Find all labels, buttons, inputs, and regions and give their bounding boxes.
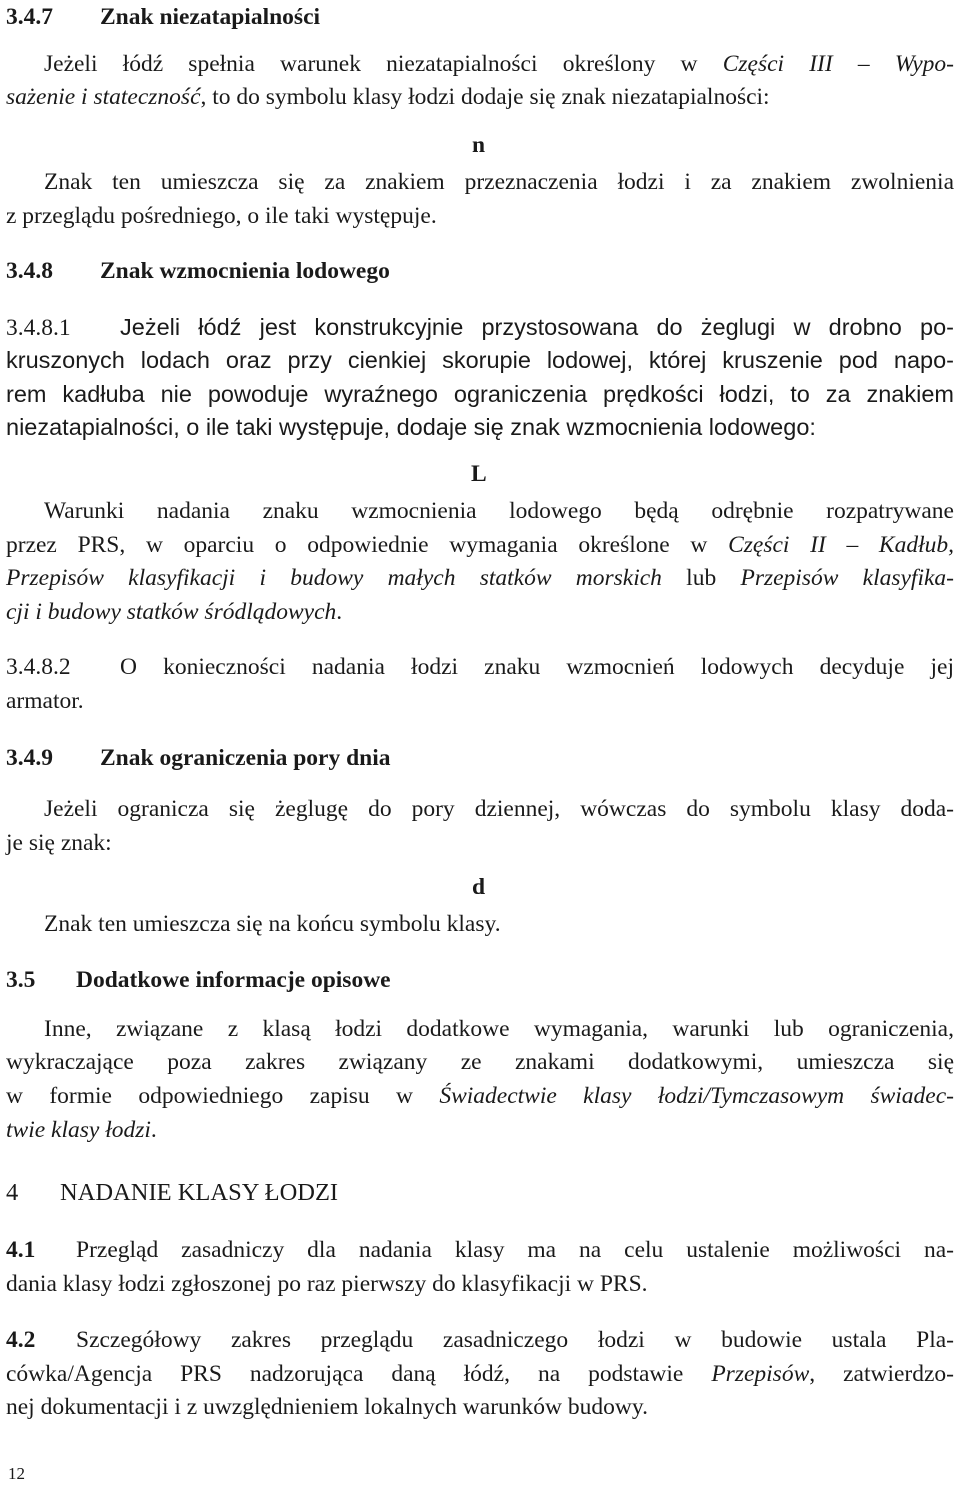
heading-3-5 — [6, 965, 391, 995]
section-number: 3.4.8 — [6, 258, 53, 284]
paragraph-line: dania klasy łodzi zgłoszonej po raz pierwszy do klasyfikacji w PRS. — [6, 1271, 648, 1297]
section-number: 4.2 — [6, 1327, 36, 1353]
section-title: NADANIE KLASY ŁODZI — [60, 1179, 339, 1206]
paragraph-line: armator. — [6, 688, 84, 714]
section-number: 3.5 — [6, 967, 36, 993]
paragraph-line: Jeżeli łódź spełnia warunek niezatapialności określony w Części III – Wypo- — [44, 51, 954, 77]
section-number: 3.4.7 — [6, 4, 53, 30]
heading-3-4-9 — [6, 743, 391, 773]
section-title: Znak wzmocnienia lodowego — [100, 258, 390, 284]
paragraph-line: cówka/Agencja PRS nadzorująca daną łódź, na podstawie Przepisów, zatwierdzo- — [6, 1361, 954, 1387]
paragraph-line: 3.4.8.2 O konieczności nadania łodzi znaku wzmocnień lodowych decyduje jej — [6, 654, 954, 680]
paragraph-line: rem kadłuba nie powoduje wyraźnego ograniczenia prędkości łodzi, to za znakiem — [6, 381, 954, 407]
paragraph-line: sażenie i stateczność, to do symbolu klasy łodzi dodaje się znak niezatapialności: — [6, 84, 770, 110]
class-symbol-n: n — [472, 132, 486, 158]
paragraph-line: cji i budowy statków śródlądowych. — [6, 599, 343, 625]
paragraph-line: w formie odpowiedniego zapisu w Świadectwie klasy łodzi/Tymczasowym świadec- — [6, 1083, 954, 1109]
paragraph-line: 4.2 Szczegółowy zakres przeglądu zasadniczego łodzi w budowie ustala Pla- — [6, 1327, 954, 1353]
paragraph-line: Inne, związane z klasą łodzi dodatkowe wymagania, warunki lub ograniczenia, — [44, 1016, 954, 1042]
section-title: Dodatkowe informacje opisowe — [76, 967, 391, 993]
section-title: Znak ograniczenia pory dnia — [100, 745, 391, 771]
heading-3-4-7 — [6, 2, 320, 32]
paragraph-line: twie klasy łodzi. — [6, 1117, 157, 1143]
section-number: 4.1 — [6, 1237, 36, 1263]
paragraph-line: z przeglądu pośredniego, o ile taki występuje. — [6, 203, 437, 229]
section-title: Znak niezatapialności — [100, 4, 321, 30]
section-number: 3.4.9 — [6, 745, 53, 771]
paragraph-line: przez PRS, w oparciu o odpowiednie wymagania określone w Części II – Kadłub, — [6, 532, 954, 558]
paragraph-line: 4.1 Przegląd zasadniczy dla nadania klasy ma na celu ustalenie możliwości na- — [6, 1237, 954, 1263]
section-number: 3.4.8.2 — [6, 654, 71, 680]
paragraph-line: Jeżeli ogranicza się żeglugę do pory dziennej, wówczas do symbolu klasy doda- — [44, 796, 954, 822]
class-symbol-l: L — [471, 461, 487, 487]
section-number: 3.4.8.1 — [6, 315, 71, 341]
paragraph-line: kruszonych lodach oraz przy cienkiej skorupie lodowej, której kruszenie pod napo- — [6, 347, 954, 373]
paragraph-line: Znak ten umieszcza się za znakiem przeznaczenia łodzi i za znakiem zwolnienia — [44, 169, 954, 195]
paragraph-line: wykraczające poza zakres związany ze znakami dodatkowymi, umieszcza się — [6, 1049, 954, 1075]
paragraph-line: 3.4.8.1 Jeżeli łódź jest konstrukcyjnie przystosowana do żeglugi w drobno po- — [6, 314, 954, 341]
paragraph-line: nej dokumentacji i z uwzględnieniem lokalnych warunków budowy. — [6, 1394, 648, 1420]
paragraph-line: Znak ten umieszcza się na końcu symbolu klasy. — [44, 911, 501, 937]
class-symbol-d: d — [472, 874, 486, 900]
paragraph-line: niezatapialności, o ile taki występuje, dodaje się znak wzmocnienia lodowego: — [6, 414, 816, 440]
heading-3-4-8 — [6, 256, 390, 286]
paragraph-line: Przepisów klasyfikacji i budowy małych statków morskich lub Przepisów klasyfika- — [6, 565, 954, 591]
paragraph-line: je się znak: — [6, 830, 112, 856]
page-number: 12 — [8, 1464, 25, 1483]
paragraph-line: Warunki nadania znaku wzmocnienia lodowego będą odrębnie rozpatrywane — [44, 498, 954, 524]
heading-4 — [6, 1178, 338, 1208]
section-number: 4 — [6, 1179, 19, 1206]
